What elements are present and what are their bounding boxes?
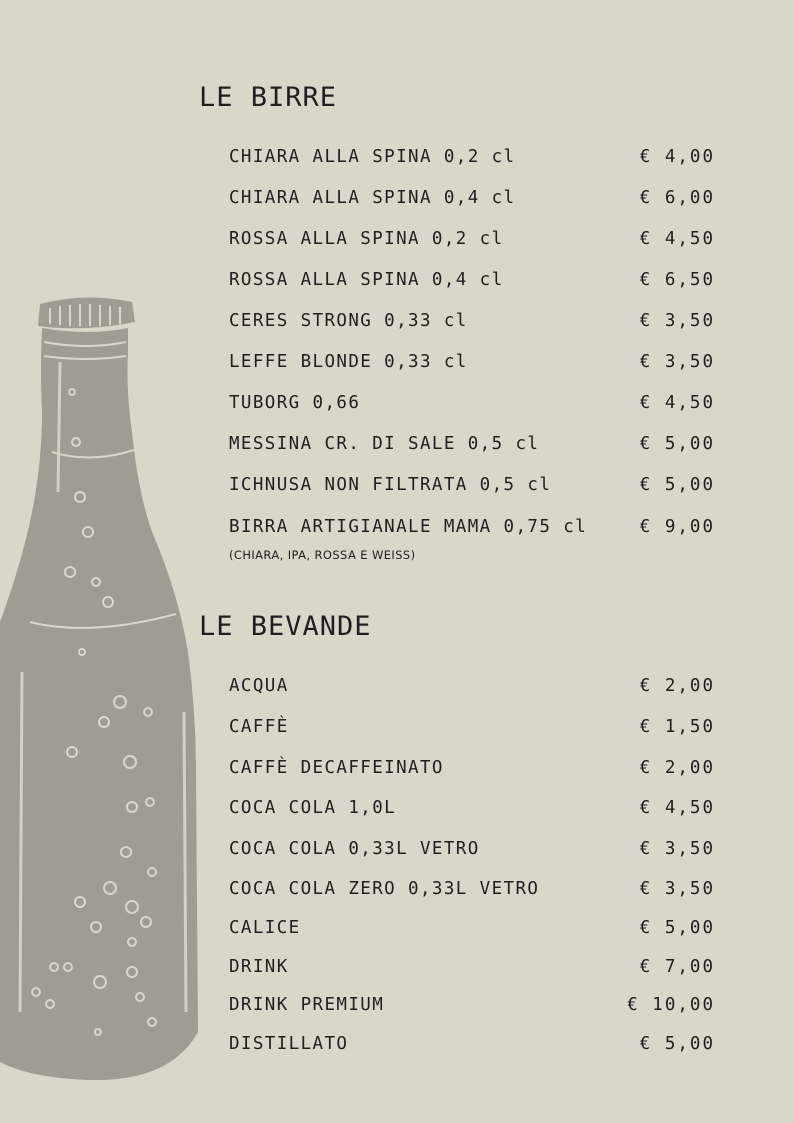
item-price: € 2,00 — [639, 758, 715, 778]
item-price: € 4,50 — [639, 393, 715, 413]
item-name: CALICE — [229, 918, 301, 938]
item-price: € 3,50 — [639, 839, 715, 859]
item-name: CAFFÈ — [229, 717, 289, 737]
item-price: € 3,50 — [639, 352, 715, 372]
item-price: € 9,00 — [639, 517, 715, 537]
item-price: € 4,50 — [639, 229, 715, 249]
item-name: MESSINA CR. DI SALE 0,5 cl — [229, 434, 540, 454]
item-name: COCA COLA 0,33L VETRO — [229, 839, 480, 859]
item-name: DRINK — [229, 957, 289, 977]
item-name: COCA COLA 1,0L — [229, 798, 397, 818]
item-price: € 5,00 — [639, 918, 715, 938]
item-name: ROSSA ALLA SPINA 0,2 cl — [229, 229, 504, 249]
item-name: CAFFÈ DECAFFEINATO — [229, 758, 444, 778]
item-price: € 6,50 — [639, 270, 715, 290]
section-title-drinks: LE BEVANDE — [199, 611, 372, 642]
item-name: DISTILLATO — [229, 1034, 349, 1054]
item-name: LEFFE BLONDE 0,33 cl — [229, 352, 468, 372]
item-price: € 3,50 — [639, 311, 715, 331]
item-name: CHIARA ALLA SPINA 0,2 cl — [229, 147, 516, 167]
item-price: € 1,50 — [639, 717, 715, 737]
item-price: € 7,00 — [639, 957, 715, 977]
item-price: € 2,00 — [639, 676, 715, 696]
item-name: DRINK PREMIUM — [229, 995, 385, 1015]
item-name: BIRRA ARTIGIANALE MAMA 0,75 cl — [229, 517, 588, 537]
beer-bottle-illustration — [0, 292, 205, 1082]
item-name: TUBORG 0,66 — [229, 393, 361, 413]
item-price: € 6,00 — [639, 188, 715, 208]
item-name: CHIARA ALLA SPINA 0,4 cl — [229, 188, 516, 208]
item-name: ROSSA ALLA SPINA 0,4 cl — [229, 270, 504, 290]
item-price: € 5,00 — [639, 475, 715, 495]
item-price: € 4,00 — [639, 147, 715, 167]
item-price: € 5,00 — [639, 434, 715, 454]
item-name: COCA COLA ZERO 0,33L VETRO — [229, 879, 540, 899]
item-name: CERES STRONG 0,33 cl — [229, 311, 468, 331]
item-name: ACQUA — [229, 676, 289, 696]
item-price: € 3,50 — [639, 879, 715, 899]
section-title-beers: LE BIRRE — [199, 82, 338, 113]
item-price: € 4,50 — [639, 798, 715, 818]
item-name: ICHNUSA NON FILTRATA 0,5 cl — [229, 475, 552, 495]
item-price: € 10,00 — [627, 995, 715, 1015]
item-note: (CHIARA, IPA, ROSSA E WEISS) — [229, 548, 416, 562]
item-price: € 5,00 — [639, 1034, 715, 1054]
